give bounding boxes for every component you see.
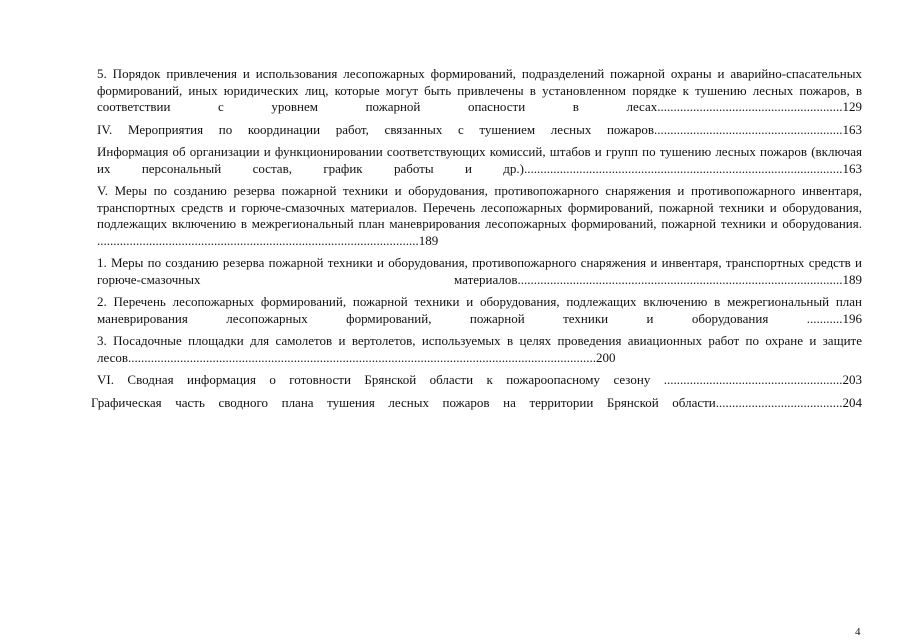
leader-dots: ................................................................................................... <box>97 232 419 248</box>
toc-entry-page: 189 <box>418 232 439 248</box>
toc-entry-title: Информация об организации и функционировании соответствующих комиссий, штабов и групп по тушению лесных пожаров (включая их персональный состав, график работы и др.) <box>97 144 862 176</box>
leader-dots: .................................................................................................. <box>524 160 843 176</box>
toc-entry-page: 196 <box>842 310 863 326</box>
page-number: 4 <box>855 626 861 638</box>
toc-entry <box>97 372 862 389</box>
toc-entry <box>97 122 862 139</box>
toc-entry-page: 129 <box>842 99 862 114</box>
toc-entry-title: 3. Посадочные площадки для самолетов и вертолетов, используемых в целях проведения авиационных работ по охране и защите лесов <box>97 333 862 365</box>
toc-entry <box>97 255 862 288</box>
toc-entry <box>97 66 862 116</box>
leader-dots: ....................................................... <box>650 372 843 387</box>
toc-entry-title: 5. Порядок привлечения и использования лесопожарных формирований, подразделений пожарной охраны и аварийно-спасательных формирований, иных юридических лиц, которые могут быть привлечены в установленном порядке к тушению лесных пожаров, в соответствии с уровнем пожарной опасности в лесах <box>97 66 862 114</box>
toc-entry <box>97 183 862 249</box>
leader-dots: .......................................................... <box>654 121 843 137</box>
toc-entry-title: 2. Перечень лесопожарных формирований, пожарной техники и оборудования, подлежащих включению в межрегиональный план маневрирования лесопожарных формирований, пожарной техники и оборудования <box>97 294 862 326</box>
toc-entry-page: 163 <box>842 160 862 176</box>
toc-entry <box>97 144 862 177</box>
table-of-contents <box>91 66 863 417</box>
toc-entry-page: 200 <box>596 349 616 365</box>
leader-dots: ......................................................... <box>657 99 843 114</box>
toc-entry-title: Графическая часть сводного плана тушения лесных пожаров на территории Брянской области <box>91 394 716 410</box>
toc-entry-page: 189 <box>842 271 862 287</box>
toc-entry-page: 163 <box>842 121 862 137</box>
leader-dots: ................................................................................................................................................ <box>128 349 596 365</box>
toc-entry-page: 204 <box>842 394 862 410</box>
toc-entry-title: VI. Сводная информация о готовности Брянской области к пожароопасному сезону <box>97 372 651 387</box>
toc-entry-page: 203 <box>842 372 863 387</box>
toc-entry-title: IV. Мероприятия по координации работ, связанных с тушением лесных пожаров <box>97 121 654 137</box>
toc-entry-title: V. Меры по созданию резерва пожарной техники и оборудования, противопожарного снаряжения и противопожарного инвентаря, транспортных средств и горюче-смазочных материалов. Перечень лесопожарных формирований, пожарной техники и оборудования, подлежащих включению в межрегиональный план маневрирования лесопожарных формирований, пожарной техники и оборудования. <box>97 183 862 231</box>
toc-entry <box>91 395 862 412</box>
toc-entry-title: 1. Меры по созданию резерва пожарной техники и оборудования, противопожарного снаряжения и инвентаря, транспортных средств и горюче-смазочных материалов <box>97 255 862 287</box>
leader-dots: ........... <box>768 310 843 326</box>
leader-dots: ....................................... <box>715 394 843 410</box>
toc-entry <box>97 333 862 366</box>
toc-entry <box>97 294 862 327</box>
leader-dots: .................................................................................................... <box>517 271 843 287</box>
